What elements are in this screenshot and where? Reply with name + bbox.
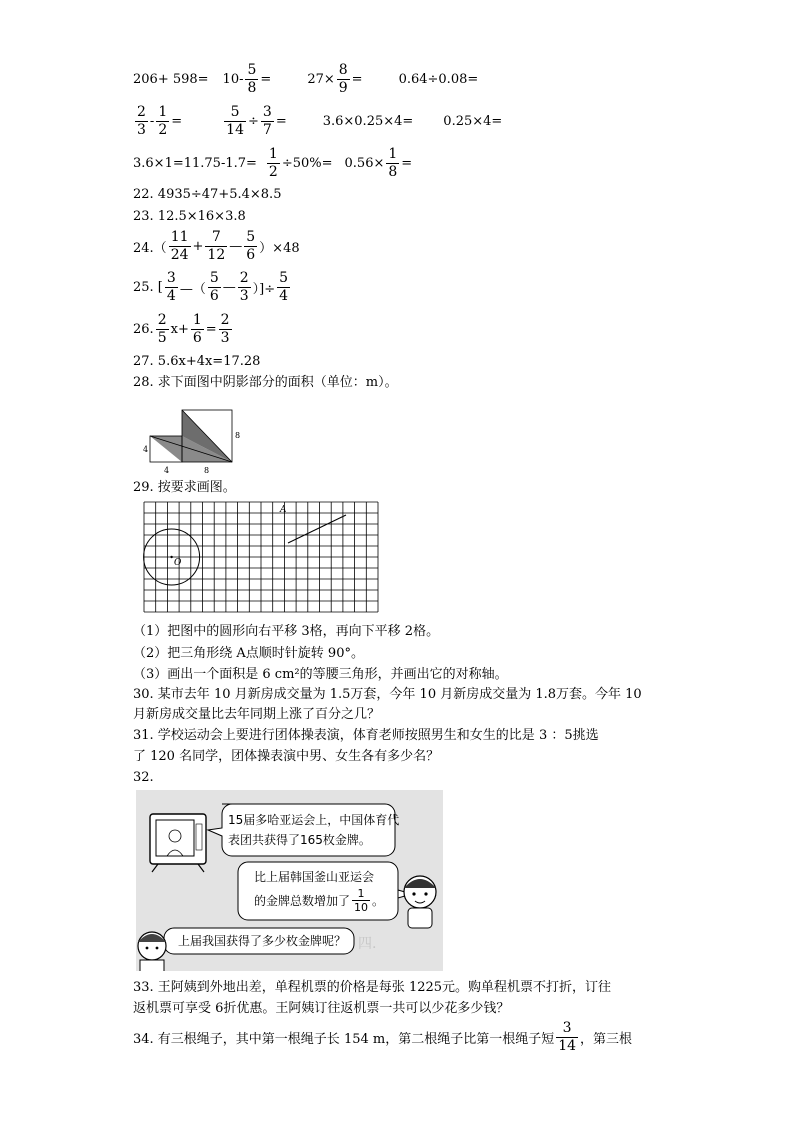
fraction: $\frac{5}{14}$ <box>226 104 244 138</box>
arith-row-1: 206+ 598= 10- $\frac{5}{8}$ = 27× $\frac{8}{9}$ = 0.64÷0.08= <box>133 62 479 96</box>
question-27: 27. 5.6x+4x=17.28 <box>133 354 261 369</box>
comic-illustration <box>136 790 443 971</box>
bubble-1-text: 15届多哈亚运会上，中国体育代 表团共获得了165枚金牌。 <box>228 813 400 847</box>
circle-center <box>170 556 172 558</box>
fraction: $\frac{1}{2}$ <box>158 104 168 138</box>
fraction: $\frac{3}{7}$ <box>262 104 272 138</box>
label-bottom-8: 8 <box>204 466 210 475</box>
question-34: 34. 有三根绳子，其中第一根绳子长 154 m，第二根绳子比第一根绳子短 $\frac{3}{14}$ ，第三根 <box>133 1020 633 1054</box>
fraction: $\frac{1}{8}$ <box>388 146 398 180</box>
fraction: $\frac{1}{6}$ <box>192 312 202 346</box>
boy-icon <box>404 876 436 928</box>
question-22: 22. 4935÷47+5.4×8.5 <box>133 187 282 202</box>
question-33-line-2: 返机票可享受 6折优惠。王阿姨订往返机票一共可以少花多少钱？ <box>133 1001 510 1016</box>
fraction: $\frac{5}{8}$ <box>247 62 257 96</box>
fraction: $\frac{5}{4}$ <box>279 270 289 304</box>
fraction: $\frac{5}{6}$ <box>209 270 219 304</box>
bubble-3-text: 上届我国获得了多少枚金牌呢？ <box>178 934 347 948</box>
shaded-area-figure <box>140 400 250 478</box>
question-32: 32. <box>133 770 154 785</box>
expr-1d: 0.64÷0.08= <box>398 72 479 87</box>
fraction: $\frac{8}{9}$ <box>338 62 348 96</box>
fraction: $\frac{1}{10}$ <box>354 887 369 914</box>
question-29: 29. 按要求画图。 <box>133 480 236 495</box>
arith-row-3: 3.6×1=11.75-1.7= $\frac{1}{2}$ ÷50%= 0.56× $\frac{1}{8}$ = <box>133 146 413 180</box>
expr-1a: 206+ 598= <box>133 72 209 87</box>
fraction: $\frac{11}{24}$ <box>170 229 189 263</box>
tv-icon <box>150 814 206 872</box>
fraction: $\frac{5}{6}$ <box>246 229 256 263</box>
fraction: $\frac{2}{3}$ <box>239 270 249 304</box>
label-left-4: 4 <box>143 445 149 454</box>
question-25: 25. [ $\frac{3}{4}$ —（ $\frac{5}{6}$ — $\frac{2}{3}$ ）]÷ $\frac{5}{4}$ <box>133 270 289 304</box>
bubble-2-text: 比上届韩国釜山亚运会 的金牌总数增加了 $\frac{1}{10}$ 。 <box>254 870 385 914</box>
question-29-2: （2）把三角形绕 A点顺时针旋转 90°。 <box>133 646 364 661</box>
fraction: $\frac{2}{3}$ <box>220 312 230 346</box>
fraction: $\frac{2}{5}$ <box>157 312 167 346</box>
question-24: 24.（ $\frac{11}{24}$ + $\frac{7}{12}$ — $\frac{5}{6}$ ）×48 <box>133 229 300 263</box>
triangle-side <box>288 515 346 543</box>
question-29-1: （1）把图中的圆形向右平移 3格，再向下平移 2格。 <box>133 624 440 639</box>
question-31-line-2: 了 120 名同学，团体操表演中男、女生各有多少名？ <box>133 749 440 764</box>
question-30-line-2: 月新房成交量比去年同期上涨了百分之几？ <box>133 707 381 722</box>
question-29-3: （3）画出一个面积是 6 cm²的等腰三角形，并画出它的对称轴。 <box>133 667 508 682</box>
label-right-8: 8 <box>235 431 241 440</box>
question-28: 28. 求下面图中阴影部分的面积（单位：m）。 <box>133 375 398 390</box>
girl-icon <box>138 932 166 971</box>
question-30-line-1: 30. 某市去年 10 月新房成交量为 1.5万套，今年 10 月新房成交量为 1.8万套。今年 10 <box>133 687 642 702</box>
fraction: $\frac{1}{2}$ <box>268 146 278 180</box>
expr-1c-pre: 27× <box>307 72 335 87</box>
arith-row-2: $\frac{2}{3}$ - $\frac{1}{2}$ = $\frac{5}{14}$ ÷ $\frac{3}{7}$ = 3.6×0.25×4= 0.25×4= <box>137 104 503 138</box>
fraction: $\frac{3}{14}$ <box>558 1020 577 1054</box>
label-bottom-4: 4 <box>164 466 170 475</box>
question-26: 26. $\frac{2}{5}$ x+ $\frac{1}{6}$ = $\frac{2}{3}$ <box>133 312 230 346</box>
question-31-line-1: 31. 学校运动会上要进行团体操表演，体育老师按照男生和女生的比是 3 ：5挑选 <box>133 728 599 743</box>
fraction: $\frac{2}{3}$ <box>137 104 146 138</box>
label-o: O <box>174 558 182 568</box>
question-33-line-1: 33. 王阿姨到外地出差，单程机票的价格是每张 1225元。购单程机票不打折，订往 <box>133 980 612 995</box>
label-a: A <box>280 505 287 515</box>
expr-2d: 0.25×4= <box>443 114 503 129</box>
expr-2c: 3.6×0.25×4= <box>322 114 414 129</box>
expr-1b-pre: 10- <box>222 72 244 87</box>
svg-text:四.: 四. <box>358 936 377 952</box>
fraction: $\frac{7}{12}$ <box>207 229 226 263</box>
drawing-grid <box>143 501 379 613</box>
expr-3a: 3.6×1=11.75-1.7= <box>133 156 257 171</box>
fraction: $\frac{3}{4}$ <box>166 270 176 304</box>
question-23: 23. 12.5×16×3.8 <box>133 209 246 224</box>
